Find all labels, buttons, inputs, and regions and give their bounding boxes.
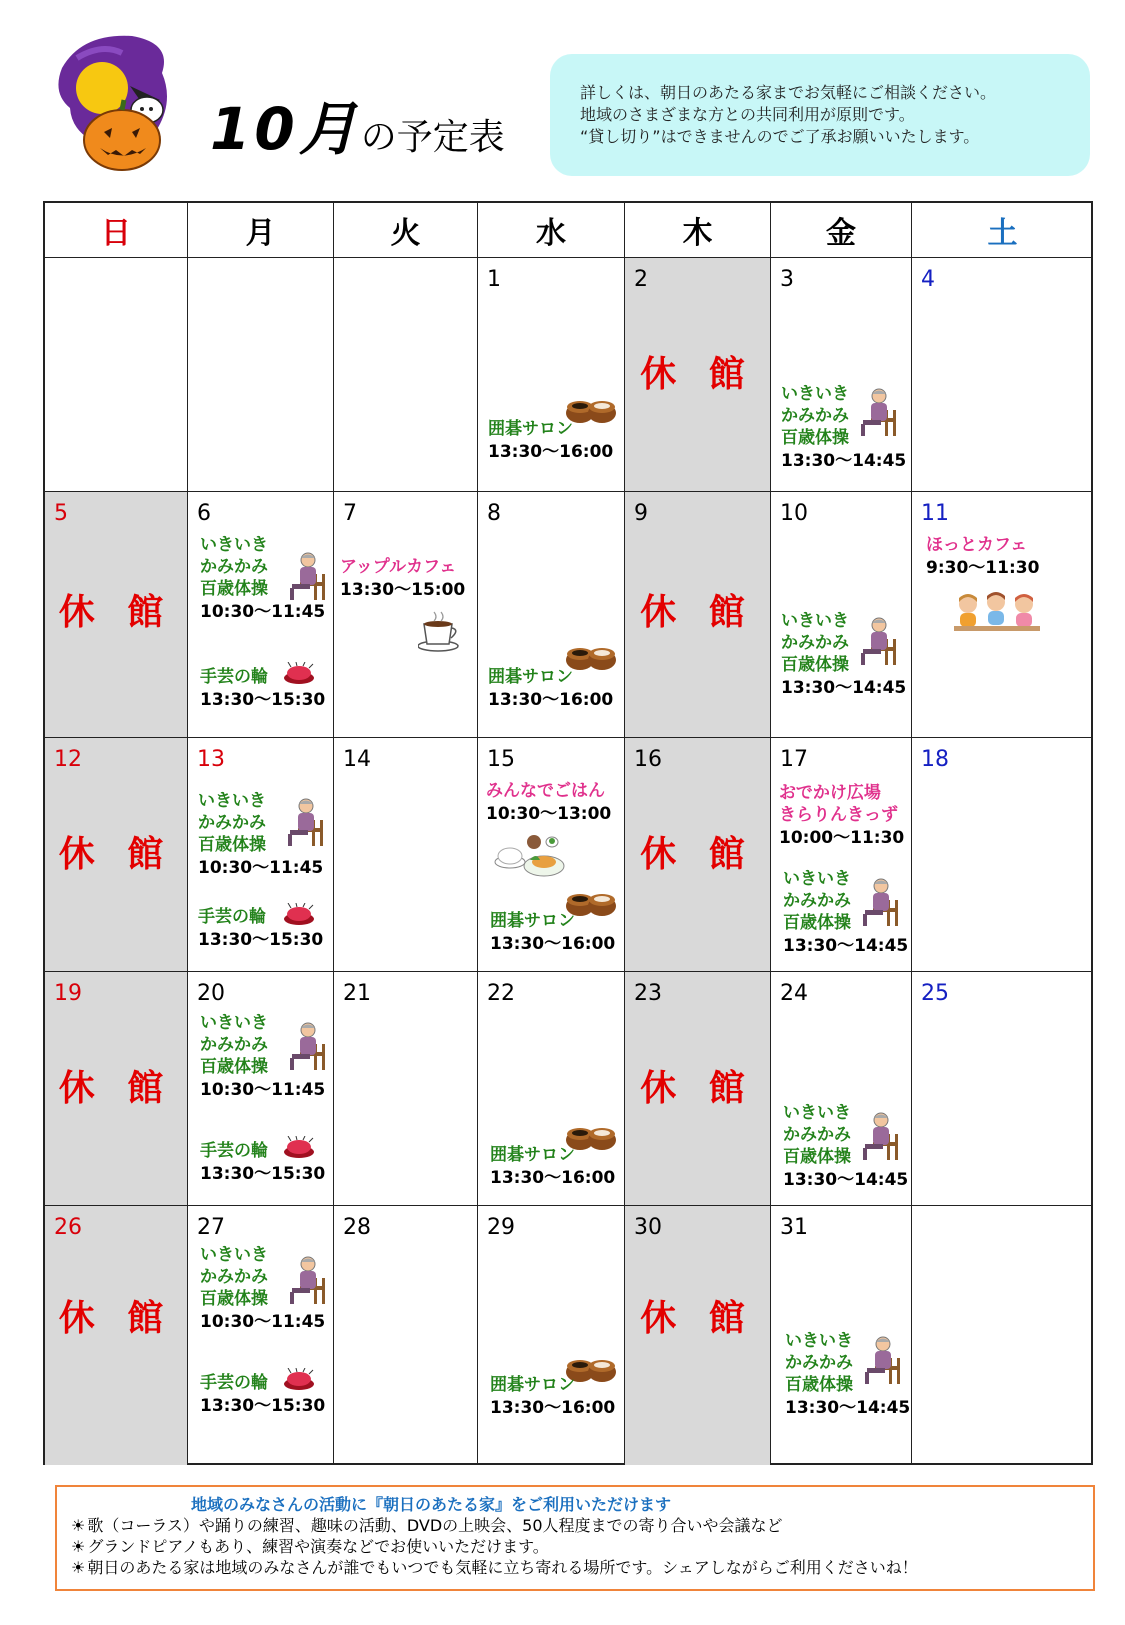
event-name: いきいき <box>781 611 849 631</box>
event-time: 13:30〜15:30 <box>198 930 324 950</box>
day-number: 14 <box>343 747 371 772</box>
event-time: 13:30〜15:30 <box>200 690 326 710</box>
day-cell-22 <box>478 972 625 1206</box>
event-name: ほっとカフェ <box>926 535 1028 555</box>
closed-label: 休 館 <box>640 592 755 633</box>
day-number: 9 <box>634 501 648 526</box>
day-number: 31 <box>780 1215 808 1240</box>
event-time: 13:30〜16:00 <box>488 442 614 462</box>
event-name: 囲碁サロン <box>490 1145 575 1165</box>
event-time: 13:30〜16:00 <box>490 1398 616 1418</box>
day-number: 10 <box>780 501 808 526</box>
title-suffix: の予定表 <box>360 117 505 158</box>
day-number: 24 <box>780 981 808 1006</box>
day-cell-5 <box>45 492 188 738</box>
day-number: 2 <box>634 267 648 292</box>
event-name: いきいき <box>200 1245 268 1265</box>
day-number: 19 <box>54 981 82 1006</box>
event-name: 百歳体操 <box>781 655 849 675</box>
day-cell-29 <box>478 1206 625 1465</box>
day-number: 28 <box>343 1215 371 1240</box>
event-time: 10:30〜11:45 <box>200 602 326 622</box>
closed-label: 休 館 <box>640 354 755 395</box>
day-cell-3 <box>771 258 912 492</box>
event-name: きらりんきっず <box>779 805 898 825</box>
page-title <box>210 82 505 162</box>
weekday-mon: 月 <box>188 203 334 258</box>
event-name: かみかみ <box>781 406 849 426</box>
footer-line <box>71 1557 1093 1578</box>
footer-title: 地域のみなさんの活動に『朝日のあたる家』をご利用いただけます <box>191 1495 672 1514</box>
day-cell-28 <box>334 1206 478 1465</box>
event-time: 10:00〜11:30 <box>779 828 905 848</box>
info-line: 詳しくは、朝日のあたる家までお気軽にご相談ください。 <box>580 83 997 102</box>
info-notice <box>550 54 1090 176</box>
event-name: 手芸の輪 <box>200 1141 268 1161</box>
event-name: 囲碁サロン <box>488 419 573 439</box>
day-number: 13 <box>197 747 225 772</box>
day-number: 15 <box>487 747 515 772</box>
footer-line-text: 歌（コーラス）や踊りの練習、趣味の活動、DVDの上映会、50人程度までの寄り合いや会議など <box>87 1516 783 1535</box>
day-cell-10 <box>771 492 912 738</box>
event-name: かみかみ <box>783 1125 851 1145</box>
event-name: 囲碁サロン <box>490 1375 575 1395</box>
sun-bullet-icon: ☀ <box>71 1537 86 1556</box>
info-line: 地域のさまざまな方との共同利用が原則です。 <box>580 105 915 124</box>
footer-line-text: グランドピアノもあり、練習や演奏などでお使いいただけます。 <box>87 1537 549 1556</box>
halloween-pumpkin-logo <box>52 28 177 173</box>
closed-label: 休 館 <box>640 834 755 875</box>
sun-bullet-icon: ☀ <box>71 1516 86 1535</box>
event-time: 13:30〜14:45 <box>785 1398 911 1418</box>
day-number: 11 <box>921 501 949 526</box>
day-cell-30 <box>625 1206 771 1465</box>
event-time: 13:30〜14:45 <box>783 936 909 956</box>
event-exercise <box>783 868 908 958</box>
event-name: 手芸の輪 <box>198 907 266 927</box>
event-time: 13:30〜16:00 <box>488 690 614 710</box>
event-craft <box>198 906 323 952</box>
event-name: いきいき <box>785 1331 853 1351</box>
day-cell-16 <box>625 738 771 972</box>
day-number: 12 <box>54 747 82 772</box>
event-apple-cafe <box>340 556 465 602</box>
event-name: かみかみ <box>200 1267 268 1287</box>
event-exercise <box>200 1012 325 1102</box>
weekday-thu: 木 <box>625 203 771 258</box>
event-name: 百歳体操 <box>785 1375 853 1395</box>
footer-line <box>71 1515 1093 1536</box>
day-number: 25 <box>921 981 949 1006</box>
event-name: いきいき <box>781 384 849 404</box>
weekday-sun: 日 <box>45 203 188 258</box>
day-number: 8 <box>487 501 501 526</box>
event-time: 10:30〜11:45 <box>200 1080 326 1100</box>
day-number: 18 <box>921 747 949 772</box>
day-number: 27 <box>197 1215 225 1240</box>
day-cell-31 <box>771 1206 912 1465</box>
event-hot-cafe <box>926 534 1039 580</box>
calendar-grid <box>43 201 1093 1465</box>
month-label: 10月 <box>210 95 361 163</box>
event-time: 10:30〜11:45 <box>198 858 324 878</box>
closed-label: 休 館 <box>58 1298 174 1339</box>
day-cell-6 <box>188 492 334 738</box>
footer-line <box>71 1536 1093 1557</box>
day-number: 26 <box>54 1215 82 1240</box>
event-name: いきいき <box>200 1013 268 1033</box>
event-craft <box>200 1140 325 1186</box>
event-name: かみかみ <box>198 813 266 833</box>
closed-label: 休 館 <box>58 592 174 633</box>
day-number: 23 <box>634 981 662 1006</box>
day-number: 29 <box>487 1215 515 1240</box>
day-cell-11 <box>912 492 1093 738</box>
event-name: 手芸の輪 <box>200 1373 268 1393</box>
event-exercise <box>198 790 323 880</box>
day-number: 4 <box>921 267 935 292</box>
day-cell-27 <box>188 1206 334 1465</box>
event-exercise <box>200 1244 325 1334</box>
event-odekake <box>779 782 904 850</box>
event-name: 囲碁サロン <box>488 667 573 687</box>
day-number: 6 <box>197 501 211 526</box>
event-name: おでかけ広場 <box>779 783 881 803</box>
day-cell-24 <box>771 972 912 1206</box>
sun-bullet-icon: ☀ <box>71 1558 86 1577</box>
weekday-tue: 火 <box>334 203 478 258</box>
event-name: 百歳体操 <box>200 579 268 599</box>
event-name: 百歳体操 <box>783 913 851 933</box>
event-time: 13:30〜16:00 <box>490 934 616 954</box>
event-name: 百歳体操 <box>781 428 849 448</box>
people-chatting-icon <box>954 592 1042 634</box>
weekday-fri: 金 <box>771 203 912 258</box>
day-cell-empty <box>188 258 334 492</box>
day-cell-19 <box>45 972 188 1206</box>
day-cell-12 <box>45 738 188 972</box>
event-name: 百歳体操 <box>200 1057 268 1077</box>
day-cell-empty <box>334 258 478 492</box>
footer-notice <box>55 1485 1095 1591</box>
day-cell-21 <box>334 972 478 1206</box>
coffee-cup-icon <box>418 610 460 654</box>
event-time: 13:30〜16:00 <box>490 1168 616 1188</box>
event-gohan <box>486 780 611 826</box>
info-line: “貸し切り”はできませんのでご了承お願いいたします。 <box>580 127 980 146</box>
event-go-salon <box>490 1144 615 1190</box>
event-time: 13:30〜14:45 <box>781 451 907 471</box>
weekday-sat: 土 <box>912 203 1093 258</box>
event-craft <box>200 1372 325 1418</box>
event-name: 百歳体操 <box>783 1147 851 1167</box>
event-name: 囲碁サロン <box>490 911 575 931</box>
day-number: 20 <box>197 981 225 1006</box>
event-time: 13:30〜15:30 <box>200 1164 326 1184</box>
day-number: 1 <box>487 267 501 292</box>
event-name: いきいき <box>198 791 266 811</box>
day-cell-17 <box>771 738 912 972</box>
event-time: 13:30〜14:45 <box>783 1170 909 1190</box>
event-name: いきいき <box>783 869 851 889</box>
day-cell-13 <box>188 738 334 972</box>
day-cell-26 <box>45 1206 188 1465</box>
day-number: 3 <box>780 267 794 292</box>
day-cell-23 <box>625 972 771 1206</box>
day-number: 22 <box>487 981 515 1006</box>
weekday-wed: 水 <box>478 203 625 258</box>
event-exercise <box>200 534 325 624</box>
event-go-salon <box>490 1374 615 1420</box>
day-number: 7 <box>343 501 357 526</box>
day-cell-2 <box>625 258 771 492</box>
day-cell-14 <box>334 738 478 972</box>
event-craft <box>200 666 325 712</box>
event-name: 手芸の輪 <box>200 667 268 687</box>
day-cell-8 <box>478 492 625 738</box>
event-time: 10:30〜13:00 <box>486 804 612 824</box>
day-cell-4 <box>912 258 1093 492</box>
event-name: かみかみ <box>781 633 849 653</box>
event-time: 13:30〜15:30 <box>200 1396 326 1416</box>
day-cell-empty <box>912 1206 1093 1465</box>
event-name: 百歳体操 <box>198 835 266 855</box>
day-cell-9 <box>625 492 771 738</box>
closed-label: 休 館 <box>640 1298 755 1339</box>
day-cell-20 <box>188 972 334 1206</box>
day-cell-15 <box>478 738 625 972</box>
event-exercise <box>785 1330 910 1420</box>
event-name: かみかみ <box>783 891 851 911</box>
event-time: 13:30〜15:00 <box>340 580 466 600</box>
event-exercise <box>781 610 906 700</box>
event-name: いきいき <box>200 535 268 555</box>
event-time: 13:30〜14:45 <box>781 678 907 698</box>
event-exercise <box>781 383 906 473</box>
day-cell-1 <box>478 258 625 492</box>
event-go-salon <box>488 418 613 464</box>
event-name: いきいき <box>783 1103 851 1123</box>
event-name: かみかみ <box>200 557 268 577</box>
event-name: 百歳体操 <box>200 1289 268 1309</box>
footer-line-text: 朝日のあたる家は地域のみなさんが誰でもいつでも気軽に立ち寄れる場所です。シェアしながらご利用くださいね！ <box>87 1558 918 1577</box>
day-cell-7 <box>334 492 478 738</box>
event-name: かみかみ <box>785 1353 853 1373</box>
event-name: アップルカフェ <box>340 557 457 577</box>
closed-label: 休 館 <box>640 1068 755 1109</box>
event-name: かみかみ <box>200 1035 268 1055</box>
meal-icon <box>494 832 566 878</box>
day-number: 5 <box>54 501 68 526</box>
day-number: 17 <box>780 747 808 772</box>
day-number: 30 <box>634 1215 662 1240</box>
event-go-salon <box>490 910 615 956</box>
event-time: 10:30〜11:45 <box>200 1312 326 1332</box>
closed-label: 休 館 <box>58 834 174 875</box>
event-go-salon <box>488 666 613 712</box>
event-name: みんなでごはん <box>486 781 605 801</box>
event-time: 9:30〜11:30 <box>926 558 1040 578</box>
day-cell-empty <box>45 258 188 492</box>
day-cell-25 <box>912 972 1093 1206</box>
day-cell-18 <box>912 738 1093 972</box>
day-number: 21 <box>343 981 371 1006</box>
event-exercise <box>783 1102 908 1192</box>
closed-label: 休 館 <box>58 1068 174 1109</box>
day-number: 16 <box>634 747 662 772</box>
